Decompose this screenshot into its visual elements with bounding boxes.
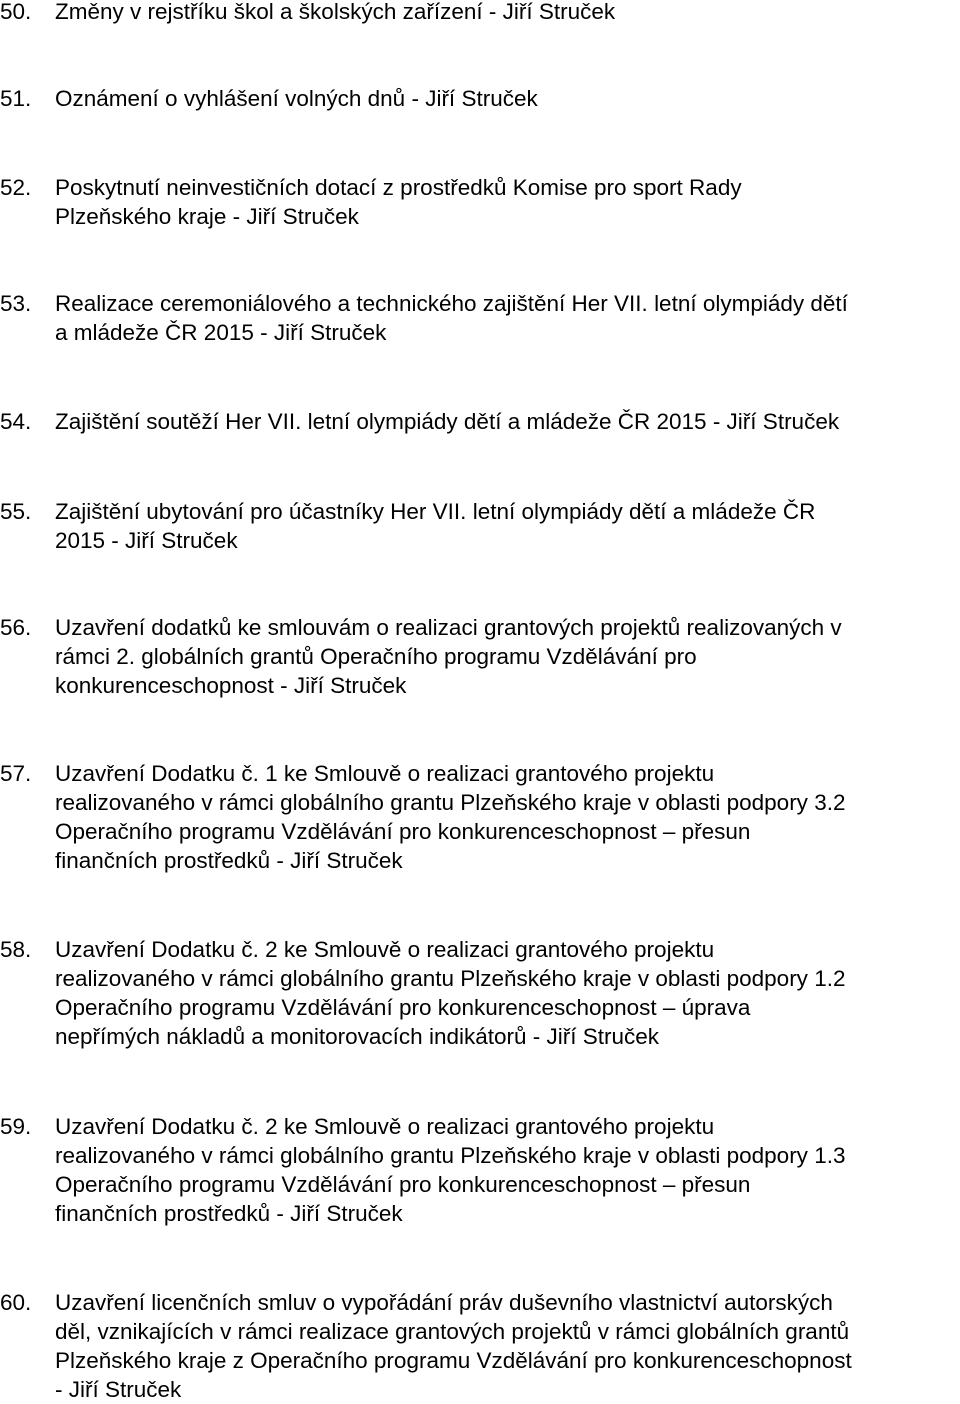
item-line: Zajištění ubytování pro účastníky Her VII. letní olympiády dětí a mládeže ČR [55,499,816,524]
item-line: Plzeňského kraje - Jiří Struček [55,204,359,229]
item-line: a mládeže ČR 2015 - Jiří Struček [55,320,387,345]
item-line: Operačního programu Vzdělávání pro konkurenceschopnost – přesun [55,819,751,844]
item-number: 50. [0,0,32,24]
item-line: Poskytnutí neinvestičních dotací z prostředků Komise pro sport Rady [55,175,742,200]
item-line: Uzavření Dodatku č. 2 ke Smlouvě o realizaci grantového projektu [55,937,715,962]
item-number: 59. [0,1114,32,1139]
item-text [55,0,960,26]
item-text [55,407,960,436]
item-line: Oznámení o vyhlášení volných dnů - Jiří Struček [55,86,538,111]
item-text [55,935,960,1051]
item-line: Uzavření dodatků ke smlouvám o realizaci grantových projektů realizovaných v [55,615,842,640]
item-text [55,1112,960,1228]
item-line: konkurenceschopnost - Jiří Struček [55,673,407,698]
agenda-item [0,1112,960,1228]
item-text [55,1288,960,1404]
agenda-item [0,173,960,231]
item-line: Zajištění soutěží Her VII. letní olympiády dětí a mládeže ČR 2015 - Jiří Struček [55,409,840,434]
item-line: realizovaného v rámci globálního grantu Plzeňského kraje v oblasti podpory 1.2 [55,966,846,991]
item-number: 56. [0,615,32,640]
agenda-item [0,1288,960,1404]
agenda-item [0,497,960,555]
item-number: 58. [0,937,32,962]
item-line: finančních prostředků - Jiří Struček [55,848,403,873]
item-number: 60. [0,1290,32,1315]
item-number: 53. [0,291,32,316]
agenda-item [0,407,960,436]
agenda-item [0,0,960,26]
item-line: realizovaného v rámci globálního grantu Plzeňského kraje v oblasti podpory 1.3 [55,1143,846,1168]
item-line: Operačního programu Vzdělávání pro konkurenceschopnost – přesun [55,1172,751,1197]
item-number: 57. [0,761,32,786]
item-line: Uzavření Dodatku č. 1 ke Smlouvě o realizaci grantového projektu [55,761,715,786]
agenda-item [0,935,960,1051]
item-text [55,84,960,113]
item-text [55,173,960,231]
item-line: děl, vznikajících v rámci realizace grantových projektů v rámci globálních grantů [55,1319,850,1344]
item-line: - Jiří Struček [55,1377,182,1402]
item-text [55,497,960,555]
item-line: rámci 2. globálních grantů Operačního programu Vzdělávání pro [55,644,697,669]
item-line: 2015 - Jiří Struček [55,528,238,553]
item-line: realizovaného v rámci globálního grantu Plzeňského kraje v oblasti podpory 3.2 [55,790,846,815]
item-number: 52. [0,175,32,200]
agenda-item [0,84,960,113]
item-number: 51. [0,86,32,111]
item-text [55,289,960,347]
agenda-item [0,289,960,347]
item-line: Operačního programu Vzdělávání pro konkurenceschopnost – úprava [55,995,751,1020]
item-line: finančních prostředků - Jiří Struček [55,1201,403,1226]
item-line: Uzavření licenčních smluv o vypořádání práv duševního vlastnictví autorských [55,1290,833,1315]
item-text [55,759,960,875]
agenda-item [0,613,960,700]
item-line: nepřímých nákladů a monitorovacích indikátorů - Jiří Struček [55,1024,660,1049]
item-number: 55. [0,499,32,524]
agenda-item [0,759,960,875]
item-line: Plzeňského kraje z Operačního programu Vzdělávání pro konkurenceschopnost [55,1348,852,1373]
item-number: 54. [0,409,32,434]
item-line: Změny v rejstříku škol a školských zařízení - Jiří Struček [55,0,616,24]
item-line: Realizace ceremoniálového a technického zajištění Her VII. letní olympiády dětí [55,291,848,316]
item-text [55,613,960,700]
item-line: Uzavření Dodatku č. 2 ke Smlouvě o realizaci grantového projektu [55,1114,715,1139]
